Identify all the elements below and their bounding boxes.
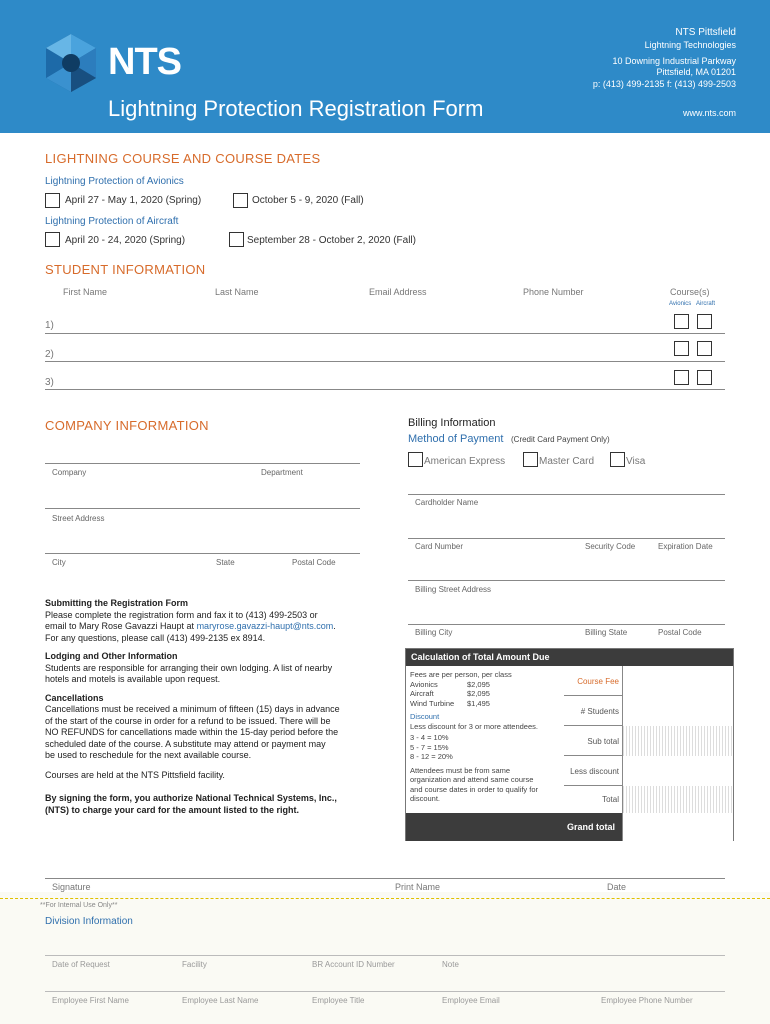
subtotal-row bbox=[564, 726, 733, 756]
col-last-name: Last Name bbox=[215, 287, 259, 297]
col-phone: Phone Number bbox=[523, 287, 584, 297]
division-title: Division Information bbox=[45, 916, 133, 927]
col-first-name: First Name bbox=[63, 287, 108, 297]
cancel-text-3: NO REFUNDS for cancellations made within the 15-day period before the bbox=[45, 727, 339, 737]
fee-price: $2,095 bbox=[467, 679, 490, 689]
students-row bbox=[564, 696, 733, 726]
employee-email-label: Employee Email bbox=[442, 996, 500, 1005]
submit-title: Submitting the Registration Form bbox=[45, 598, 188, 608]
grand-total-row bbox=[406, 813, 733, 841]
date-of-request-label: Date of Request bbox=[52, 960, 110, 969]
grand-total-input[interactable] bbox=[622, 813, 733, 841]
cancel-text-2: of the start of the course in order for a refund to be issued. There will be bbox=[45, 715, 331, 726]
division-row-1-line[interactable] bbox=[45, 955, 725, 956]
sub-aircraft: Aircraft bbox=[696, 301, 716, 307]
cancel-text-4: scheduled date of the course. A substitute may attend or payment may bbox=[45, 738, 326, 749]
street-label: Street Address bbox=[52, 514, 105, 523]
student-2-avionics-checkbox[interactable] bbox=[674, 341, 689, 356]
city-field-line[interactable] bbox=[45, 553, 360, 554]
less-discount-row bbox=[564, 756, 733, 786]
fee-details bbox=[410, 670, 562, 804]
fee-price: $2,095 bbox=[467, 689, 490, 698]
avionics-fall-label: October 5 - 9, 2020 (Fall) bbox=[252, 195, 364, 206]
aircraft-fall-checkbox[interactable] bbox=[229, 232, 244, 247]
students-input[interactable] bbox=[622, 696, 733, 726]
student-row-2-line[interactable] bbox=[45, 361, 725, 362]
mastercard-checkbox[interactable] bbox=[523, 452, 538, 467]
header-banner bbox=[0, 0, 770, 133]
cancel-text-1: Cancellations must be received a minimum of fifteen (15) days in advance bbox=[45, 704, 340, 714]
lodging-title: Lodging and Other Information bbox=[45, 651, 178, 661]
page-title: Lightning Protection Registration Form bbox=[108, 96, 484, 121]
student-3-aircraft-checkbox[interactable] bbox=[697, 370, 712, 385]
postal-label: Postal Code bbox=[292, 558, 336, 567]
org-subtitle: Lightning Technologies bbox=[644, 40, 736, 50]
discount-tier: 8 - 12 = 20% bbox=[410, 752, 453, 761]
payment-method-note: (Credit Card Payment Only) bbox=[511, 435, 610, 444]
aircraft-spring-label: April 20 - 24, 2020 (Spring) bbox=[65, 235, 186, 246]
company-field-line[interactable] bbox=[45, 463, 360, 464]
fees-intro: Fees are per person, per class bbox=[410, 670, 512, 679]
amex-label: American Express bbox=[424, 456, 506, 467]
billing-street-label: Billing Street Address bbox=[415, 585, 492, 594]
discount-tier: 5 - 7 = 15% bbox=[410, 742, 449, 752]
fee-name: Wind Turbine bbox=[410, 698, 455, 708]
student-3-avionics-checkbox[interactable] bbox=[674, 370, 689, 385]
course-section-title: LIGHTNING COURSE AND COURSE DATES bbox=[45, 151, 321, 166]
employee-last-label: Employee Last Name bbox=[182, 996, 259, 1005]
discount-note-1: Attendees must be from same bbox=[410, 765, 511, 775]
internal-use-label: **For Internal Use Only** bbox=[40, 902, 118, 909]
auth-text-1: By signing the form, you authorize National Technical Systems, Inc., bbox=[45, 793, 337, 803]
billing-city-field-line[interactable] bbox=[408, 624, 725, 625]
col-email: Email Address bbox=[369, 287, 427, 297]
grand-total-label: Grand total bbox=[566, 822, 615, 832]
students-label: # Students bbox=[580, 706, 619, 716]
visa-checkbox[interactable] bbox=[610, 452, 625, 467]
nts-logo-icon bbox=[40, 32, 102, 94]
address-line-2: Pittsfield, MA 01201 bbox=[656, 67, 736, 77]
billing-postal-label: Postal Code bbox=[658, 628, 702, 637]
signature-label: Signature bbox=[52, 882, 91, 892]
avionics-fall-checkbox[interactable] bbox=[233, 193, 248, 208]
internal-divider bbox=[0, 898, 770, 899]
course-fee-row bbox=[564, 666, 733, 696]
discount-text: Less discount for 3 or more attendees. bbox=[410, 721, 538, 731]
visa-label: Visa bbox=[626, 456, 646, 467]
calc-fields bbox=[564, 666, 733, 813]
fee-name: Avionics bbox=[410, 679, 438, 689]
card-number-field-line[interactable] bbox=[408, 538, 725, 539]
amex-checkbox[interactable] bbox=[408, 452, 423, 467]
student-row-3-line[interactable] bbox=[45, 389, 725, 390]
contact-phone: p: (413) 499-2135 f: (413) 499-2503 bbox=[592, 79, 736, 89]
mastercard-label: Master Card bbox=[539, 456, 595, 467]
discount-note-3: and course dates in order to qualify for bbox=[410, 784, 538, 794]
student-row-number: 1) bbox=[45, 320, 54, 331]
expiration-label: Expiration Date bbox=[658, 542, 713, 551]
employee-phone-label: Employee Phone Number bbox=[601, 996, 693, 1005]
aircraft-fall-label: September 28 - October 2, 2020 (Fall) bbox=[247, 235, 416, 246]
calc-title: Calculation of Total Amount Due bbox=[406, 649, 733, 666]
aircraft-course-title: Lightning Protection of Aircraft bbox=[45, 216, 179, 227]
website-link[interactable]: www.nts.com bbox=[682, 108, 736, 118]
card-number-label: Card Number bbox=[415, 542, 464, 551]
subtotal-label: Sub total bbox=[587, 736, 619, 746]
student-row-1-line[interactable] bbox=[45, 333, 725, 334]
auth-text-2: (NTS) to charge your card for the amount listed to the right. bbox=[45, 804, 300, 815]
note-label: Note bbox=[442, 960, 459, 969]
student-1-aircraft-checkbox[interactable] bbox=[697, 314, 712, 329]
fee-row bbox=[410, 689, 562, 699]
date-label: Date bbox=[607, 882, 627, 892]
address-line-1: 10 Downing Industrial Parkway bbox=[612, 56, 736, 66]
cancel-text-5: be used to reschedule for the next available course. bbox=[45, 750, 252, 760]
cardholder-field-line[interactable] bbox=[408, 494, 725, 495]
submit-text-2a: email to Mary Rose Gavazzi Haupt at bbox=[45, 621, 197, 631]
state-label: State bbox=[216, 558, 235, 567]
signature-line[interactable] bbox=[45, 878, 725, 879]
student-section-title: STUDENT INFORMATION bbox=[45, 262, 206, 277]
avionics-course-title: Lightning Protection of Avionics bbox=[45, 176, 184, 187]
avionics-spring-checkbox[interactable] bbox=[45, 193, 60, 208]
total-input[interactable] bbox=[622, 786, 733, 813]
total-row bbox=[564, 786, 733, 813]
contact-email-link[interactable]: maryrose.gavazzi-haupt@nts.com bbox=[196, 621, 334, 631]
cardholder-label: Cardholder Name bbox=[415, 498, 479, 507]
security-code-label: Security Code bbox=[585, 542, 636, 551]
cancel-title: Cancellations bbox=[45, 692, 104, 703]
billing-title: Billing Information bbox=[408, 417, 496, 429]
logo-text: NTS bbox=[108, 41, 181, 83]
total-label: Total bbox=[602, 795, 619, 804]
employee-first-label: Employee First Name bbox=[52, 996, 129, 1005]
company-label: Company bbox=[52, 468, 87, 477]
info-column bbox=[45, 598, 375, 816]
facility-text: Courses are held at the NTS Pittsfield facility. bbox=[45, 769, 225, 780]
fee-name: Aircraft bbox=[410, 689, 434, 698]
division-row-2-line[interactable] bbox=[45, 991, 725, 992]
student-row-number: 3) bbox=[45, 377, 54, 388]
lodging-text-1: Students are responsible for arranging their own lodging. A list of nearby bbox=[45, 662, 333, 673]
less-discount-label: Less discount bbox=[570, 766, 619, 776]
city-label: City bbox=[52, 558, 66, 567]
facility-label: Facility bbox=[182, 960, 207, 969]
submit-text-3: For any questions, please call (413) 499-2135 ex 8914. bbox=[45, 632, 266, 643]
fee-row bbox=[410, 680, 562, 690]
submit-text-2 bbox=[45, 621, 375, 633]
discount-note-4: discount. bbox=[410, 794, 441, 803]
payment-method-label: Method of Payment bbox=[408, 433, 504, 445]
fee-row bbox=[410, 699, 562, 709]
discount-note-2: organization and attend same course bbox=[410, 775, 534, 784]
discount-tier: 3 - 4 = 10% bbox=[410, 733, 449, 742]
col-courses: Course(s) bbox=[670, 287, 710, 297]
student-row-number: 2) bbox=[45, 349, 54, 360]
submit-text-2b: . bbox=[333, 621, 336, 631]
aircraft-spring-checkbox[interactable] bbox=[45, 232, 60, 247]
student-1-avionics-checkbox[interactable] bbox=[674, 314, 689, 329]
street-field-line[interactable] bbox=[45, 508, 360, 509]
less-discount-input[interactable] bbox=[622, 756, 733, 786]
course-fee-input[interactable] bbox=[622, 666, 733, 696]
employee-title-label: Employee Title bbox=[312, 996, 365, 1005]
billing-city-label: Billing City bbox=[415, 628, 453, 637]
discount-title: Discount bbox=[410, 712, 440, 721]
avionics-spring-label: April 27 - May 1, 2020 (Spring) bbox=[65, 195, 202, 206]
lodging-text-2: hotels and motels is available upon request. bbox=[45, 674, 221, 684]
company-section-title: COMPANY INFORMATION bbox=[45, 418, 209, 433]
calculation-table bbox=[405, 648, 734, 841]
student-2-aircraft-checkbox[interactable] bbox=[697, 341, 712, 356]
org-name: NTS Pittsfield bbox=[675, 27, 736, 38]
submit-text-1: Please complete the registration form and fax it to (413) 499-2503 or bbox=[45, 609, 318, 620]
sub-avionics: Avionics bbox=[669, 301, 692, 307]
course-fee-label: Course Fee bbox=[577, 676, 619, 686]
billing-street-field-line[interactable] bbox=[408, 580, 725, 581]
subtotal-input[interactable] bbox=[622, 726, 733, 756]
fee-price: $1,495 bbox=[467, 698, 490, 708]
department-label: Department bbox=[261, 468, 303, 477]
billing-state-label: Billing State bbox=[585, 628, 628, 637]
print-name-label: Print Name bbox=[395, 882, 441, 892]
br-account-label: BR Account ID Number bbox=[312, 960, 395, 969]
